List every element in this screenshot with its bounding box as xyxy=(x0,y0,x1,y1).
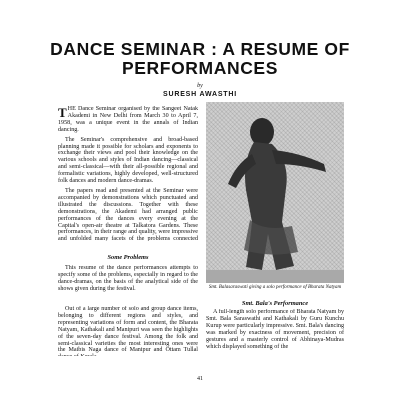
paragraph-bala-performance: A full-length solo performance of Bharata Natyam by Smt. Bala Saraswathi and Kathakali by Guru Kunchu Kurup were particularly impressive. Smt. Bala's dancing was marked by exactness of movement, precision of gestures and a masterly control of Abhinaya-Mudras which displayed something of the xyxy=(206,309,344,350)
paragraph-resume: This resume of the dance performances attempts to specify some of the problems, especially in regard to the dance-dramas, on the basis of the analytical side of the shows given during the festival. xyxy=(58,265,198,292)
article-title-line-1: DANCE SEMINAR : A RESUME OF xyxy=(50,39,350,59)
intro-paragraph xyxy=(58,106,198,134)
right-column xyxy=(206,309,344,357)
paragraph-dance-items: Out of a large number of solo and group dance items, belonging to different regions and styles, and representing variations of form and content, the Bharata Natyam, Kathakali and Manipuri was seen the highlights of the seven-day dance festival. Among the folk and semi-classical varieties the most interesting ones were the Maibis Naga dance of Manipur and Ottam Tullal xyxy=(58,306,198,354)
intro-paragraph-text: HE Dance Seminar organised by the Sangeet Natak Akademi in New Delhi from March 30 to April 7, 1958, was a unique event in the annals of Indian dancing. xyxy=(58,106,198,133)
drop-cap: T xyxy=(58,106,67,120)
left-column-top xyxy=(58,106,198,241)
author-name: SURESH AWASTHI xyxy=(163,91,237,98)
byline: by xyxy=(197,83,203,89)
paragraph-seminar-planning: The Seminar's comprehensive and broad-based planning made it possible for scholars and exponents to exchange their views and pool their knowledge on the various schools and styles of Indian dancing—classical and semi-classical—with their all-possible regional and formalistic variations, highly developed, well-structured folk dances and modern dance-dramas. xyxy=(58,136,198,185)
subheading-bala-performance: Smt. Bala's Performance xyxy=(241,300,309,307)
article-title-line-2: PERFORMANCES xyxy=(122,58,278,78)
left-column-bottom xyxy=(58,306,198,356)
paragraph-papers-performances: The papers read and presented at the Seminar were accompanied by demonstrations which punctuated and illustrated the discussions. Together with these demonstrations, the Akademi had arranged public performances of the dances every evening at the Capital's open-air theatre at Talkatora Gardens. These performances, in their range and quality, were impressive and unfolded many facets of the problems connected xyxy=(58,187,198,241)
page-number: 41 xyxy=(197,376,203,382)
left-column-middle xyxy=(58,265,198,303)
dancer-photo xyxy=(206,102,344,283)
photo-caption: Smt. Balasaraswati giving a solo performance of Bharata Natyam xyxy=(208,285,342,290)
dancer-silhouette xyxy=(206,102,344,283)
subheading-some-problems: Some Problems xyxy=(107,254,149,261)
